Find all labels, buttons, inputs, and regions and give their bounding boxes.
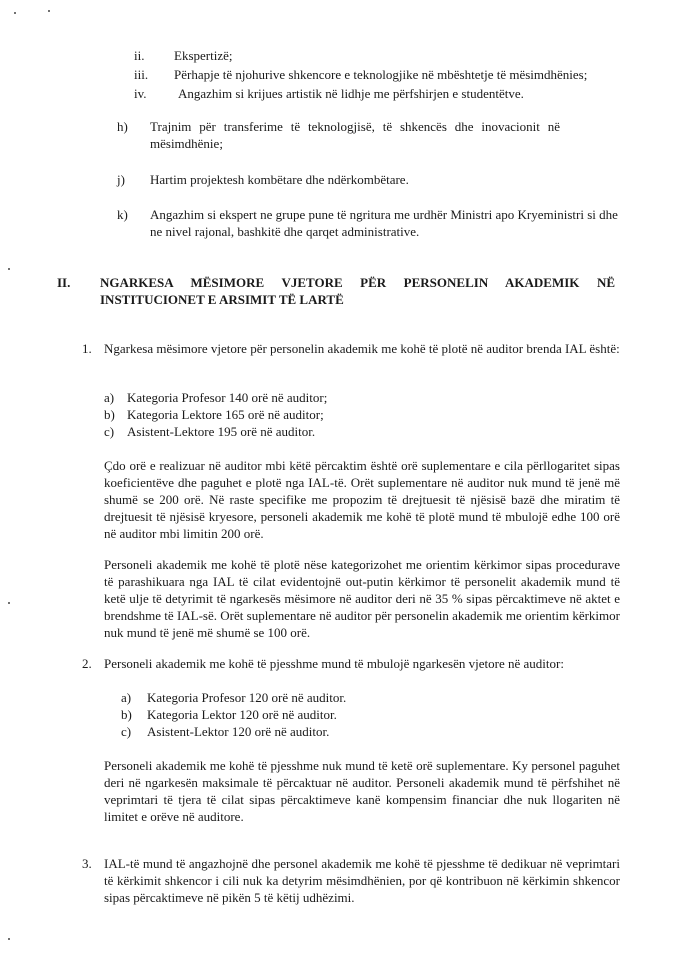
scan-speck [8, 602, 10, 604]
list-item: Ekspertizë; [174, 48, 233, 63]
sub-marker: b) [104, 407, 115, 422]
paragraph: Personeli akademik me kohë të plotë nëse kategorizohet me orientim kërkimor sipas procedurave të parashikuara nga IAL të cilat evidentojnë out-putin kërkimor të personelit akademik mund të ketë ulje të detyrimit të ngarkesës mësimore në auditor deri në 35 % sipas përcaktimeve në aktet e brendshme të IAL-së. Orët suplementare në auditor për personelin akademik me orientim kërkimor nuk mund të jenë më shumë se 100 orë. [104, 557, 620, 640]
sub-item: Kategoria Profesor 140 orë në auditor; [127, 390, 328, 405]
list-item: Trajnim për transferime të teknologjisë, të shkencës dhe inovacionit në mësimdhënie; [150, 119, 560, 151]
point-number: 1. [82, 341, 92, 356]
sub-marker: c) [121, 724, 132, 739]
list-marker: iv. [134, 86, 147, 101]
list-marker: ii. [134, 48, 145, 63]
sub-marker: a) [121, 690, 132, 705]
list-item: Angazhim si ekspert ne grupe pune të ngritura me urdhër Ministri apo Kryeministri si dhe ne nivel rajonal, bashkitë dhe qarqet administrative. [150, 207, 618, 239]
paragraph: Personeli akademik me kohë të pjesshme nuk mund të ketë orë suplementare. Ky personel paguhet deri në ngarkesën maksimale të përcaktuar në auditor. Personeli akademik mund të përfshihet në veprimtari të tjera të cilat sipas përcaktimeve kanë kompensim financiar dhe nuk llogariten në limitet e orëve në auditore. [104, 758, 620, 824]
sub-item: Kategoria Profesor 120 orë në auditor. [147, 690, 347, 705]
sub-item: Kategoria Lektor 120 orë në auditor. [147, 707, 337, 722]
point-number: 2. [82, 656, 92, 671]
sub-marker: b) [121, 707, 132, 722]
sub-marker: c) [104, 424, 115, 439]
sub-item: Asistent-Lektor 120 orë në auditor. [147, 724, 330, 739]
list-marker: k) [117, 207, 128, 222]
sub-item: Asistent-Lektore 195 orë në auditor. [127, 424, 316, 439]
sub-marker: a) [104, 390, 115, 405]
list-marker: iii. [134, 67, 149, 82]
paragraph: Çdo orë e realizuar në auditor mbi këtë përcaktim është orë suplementare e cila përllogaritet sipas koeficientëve dhe paguhet e plotë nga IAL-të. Orët suplementare në auditor nuk mund të jenë më shumë se 200 orë. Në raste specifike me propozim të drejtuesit të njësisë bazë dhe miratim të drejtuesit të njësisë kryesore, personeli akademik me kohë të plotë mund të mbulojë edhe 100 orë në auditor mbi limitin 200 orë. [104, 458, 620, 541]
scan-speck [8, 268, 10, 270]
list-marker: h) [117, 119, 128, 134]
sub-item: Kategoria Lektore 165 orë në auditor; [127, 407, 324, 422]
list-item: Hartim projektesh kombëtare dhe ndërkombëtare. [150, 172, 409, 187]
list-item: Përhapje të njohurive shkencore e teknologjike në mbështetje të mësimdhënies; [174, 67, 588, 82]
point-text: Personeli akademik me kohë të pjesshme mund të mbulojë ngarkesën vjetore në auditor: [104, 656, 564, 671]
scan-speck [48, 10, 50, 12]
point-number: 3. [82, 856, 92, 871]
list-item: Angazhim si krijues artistik në lidhje me përfshirjen e studentëtve. [178, 86, 524, 101]
section-title: NGARKESA MËSIMORE VJETORE PËR PERSONELIN AKADEMIK NË INSTITUCIONET E ARSIMIT TË LARTË [100, 275, 615, 307]
scan-speck [8, 938, 10, 940]
point-text: Ngarkesa mësimore vjetore për personelin akademik me kohë të plotë në auditor brenda IAL është: [104, 341, 620, 356]
section-number: II. [57, 275, 71, 290]
list-marker: j) [117, 172, 125, 187]
scan-speck [14, 12, 16, 14]
point-text: IAL-të mund të angazhojnë dhe personel akademik me kohë të pjesshme të dedikuar në veprimtari të kërkimit shkencor i cili nuk ka detyrim mësimdhënien, por që kontribuon në kërkimin shkencor sipas përcaktimeve në pikën 5 të këtij udhëzimi. [104, 856, 620, 905]
